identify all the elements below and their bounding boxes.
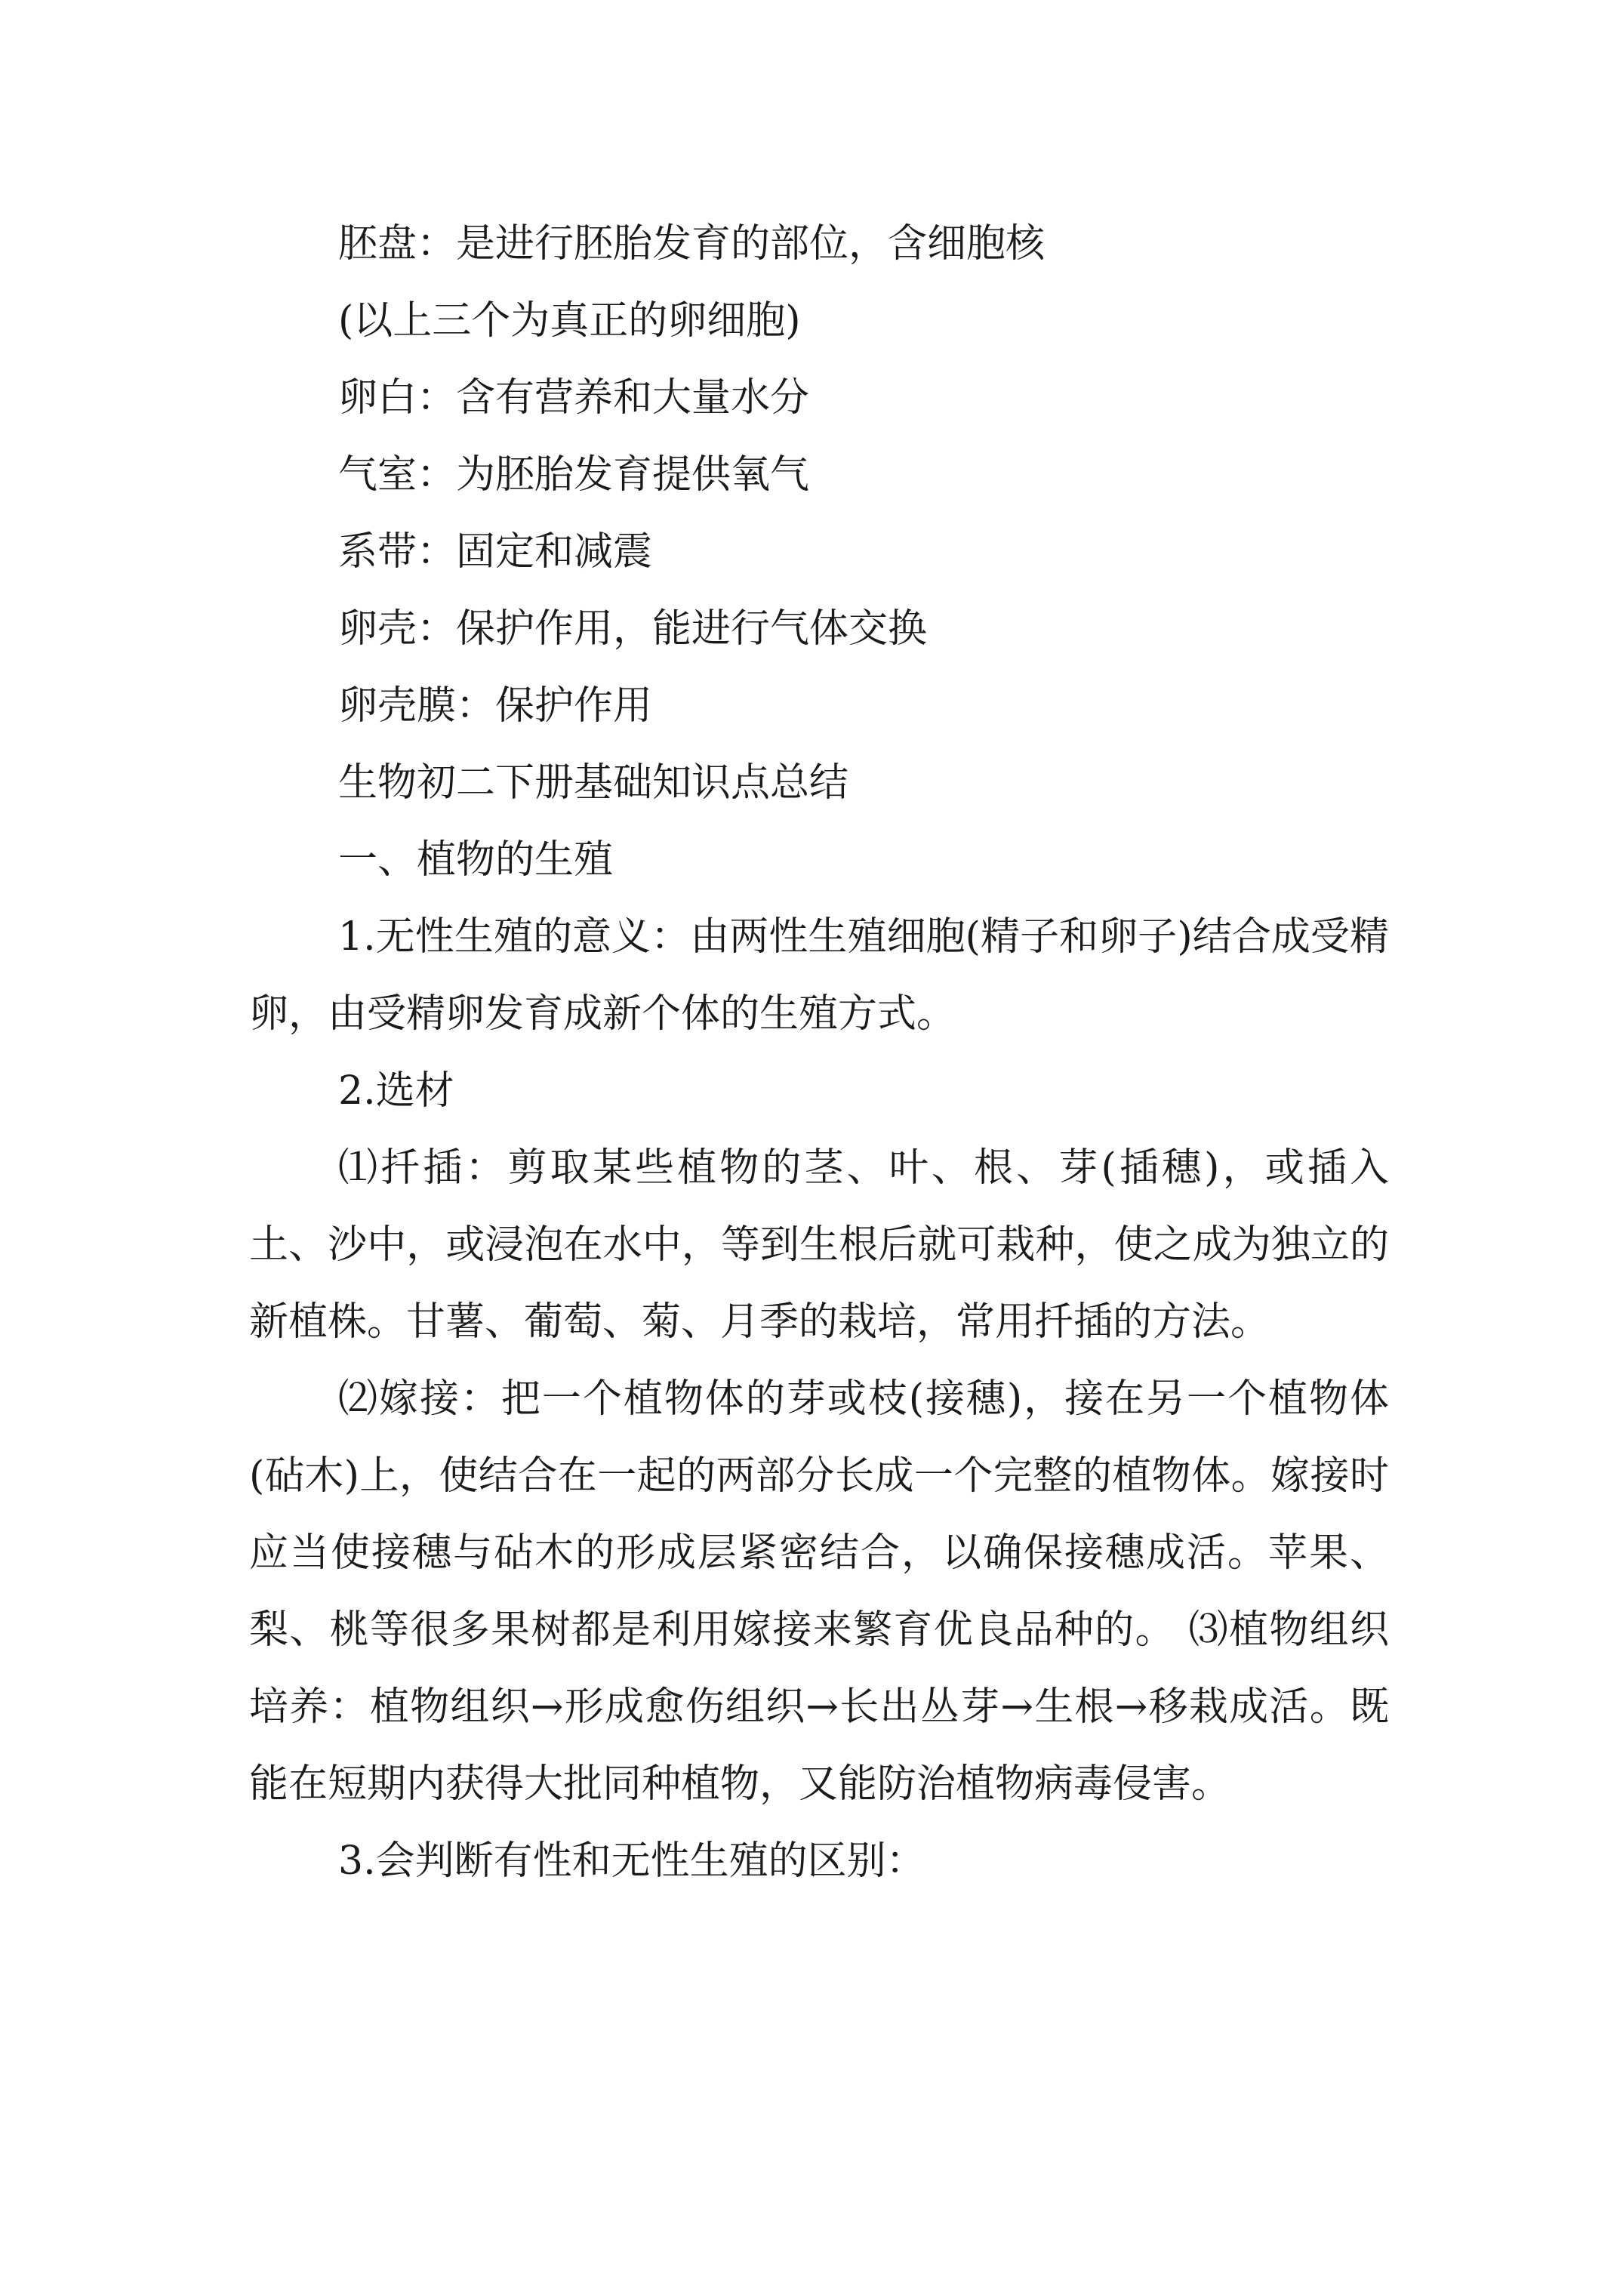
paragraph-asexual-meaning: 1.无性生殖的意义：由两性生殖细胞(精子和卵子)结合成受精卵，由受精卵发育成新个体的生殖方式。: [249, 914, 1389, 1037]
text-line-shell-membrane: 卵壳膜：保护作用: [338, 683, 653, 729]
heading-distinguish: 3.会判断有性和无性生殖的区别：: [338, 1838, 925, 1884]
text-line-true-egg-note: (以上三个为真正的卵细胞): [338, 298, 801, 344]
text-line-air-cell: 气室：为胚胎发育提供氧气: [338, 452, 810, 498]
text-line-embryonic-disc: 胚盘：是进行胚胎发育的部位，含细胞核: [338, 221, 1046, 267]
text-line-eggshell: 卵壳：保护作用，能进行气体交换: [338, 606, 928, 652]
document-body: [249, 205, 1389, 1900]
heading-materials: 2.选材: [338, 1068, 454, 1114]
text-line-albumen: 卵白：含有营养和大量水分: [338, 375, 810, 421]
section-heading-plant-reproduction: 一、植物的生殖: [338, 837, 614, 883]
text-line-chalaza: 系带：固定和减震: [338, 529, 653, 575]
paragraph-grafting: ⑵嫁接：把一个植物体的芽或枝(接穗)，接在另一个植物体(砧木)上，使结合在一起的两部分长成一个完整的植物体。嫁接时应当使接穗与砧木的形成层紧密结合，以确保接穗成活。苹果、梨、桃等很多果树都是利用嫁接来繁育优良品种的。 ⑶植物组织培养：植物组织→形成愈伤组织→长出丛芽→生根→移栽成活。既能在短期内获得大批同种植物，又能防治植物病毒侵害。: [249, 1376, 1389, 1807]
paragraph-cutting: ⑴扦插：剪取某些植物的茎、叶、根、芽(插穗)，或插入土、沙中，或浸泡在水中，等到生根后就可栽种，使之成为独立的新植株。甘薯、葡萄、菊、月季的栽培，常用扦插的方法。: [249, 1145, 1389, 1345]
section-title: 生物初二下册基础知识点总结: [338, 760, 849, 806]
